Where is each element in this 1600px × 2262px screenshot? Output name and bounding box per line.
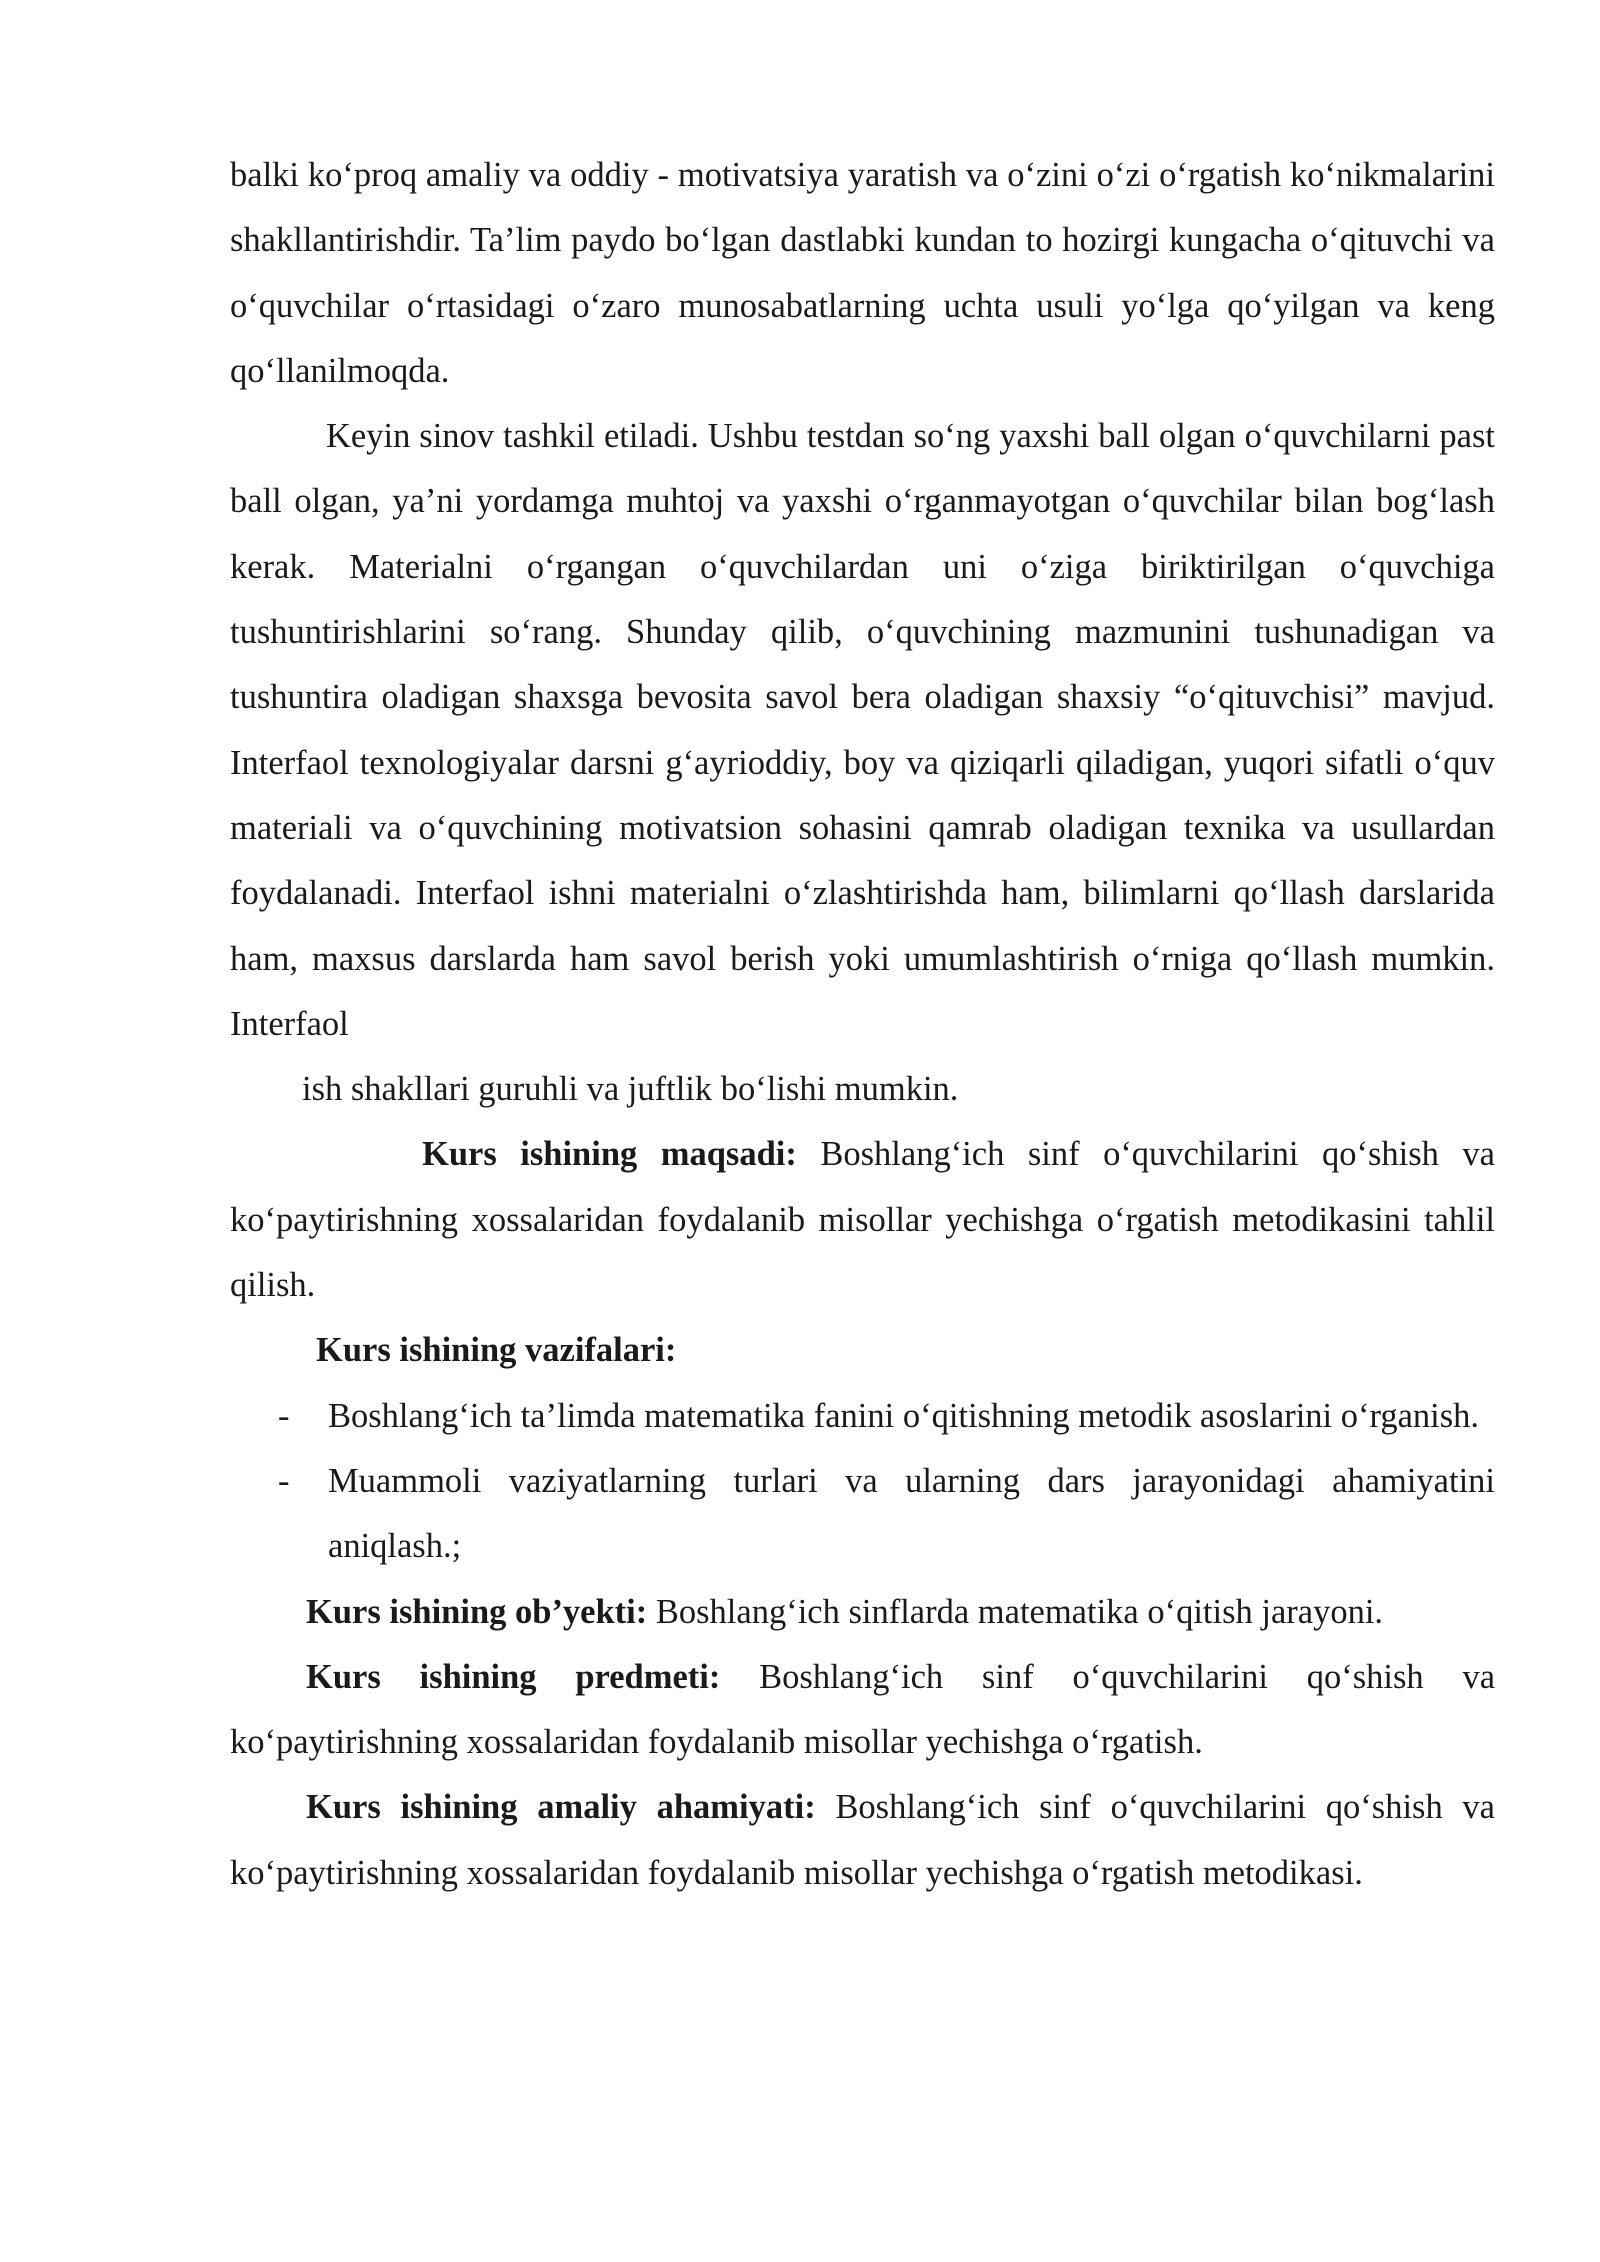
amaliy-text: Boshlang‘ich sinf o‘quvchilarini qo‘shish va ko‘paytirishning xossalaridan foydalanib misollar yechishga o‘rgatish metodikasi. [230, 1788, 1495, 1892]
bullet-dash: - [278, 1461, 290, 1500]
obyekt-label: Kurs ishining ob’yekti: [306, 1592, 648, 1631]
paragraph-keyin: Keyin sinov tashkil etiladi. Ushbu testdan so‘ng yaxshi ball olgan o‘quvchilarni past ball olgan, ya’ni yordamga muhtoj va yaxshi o‘rganmayotgan o‘quvchilar bilan bog‘lash kerak. Materialni o‘rgangan o‘quvchilardan uni o‘ziga biriktirilgan o‘quvchiga tushuntirishlarini so‘rang. Shunday qilib, o‘quvchining mazmunini tushunadigan va tushuntira oladigan shaxsga bevosita savol bera oladigan shaxsiy “o‘qituvchisi” mavjud. Interfaol texnologiyalar darsni g‘ayrioddiy, boy va qiziqarli qiladigan, yuqori sifatli o‘quv materiali va o‘quvchining motivatsion sohasini qamrab oladigan texnika va usullardan foydalanadi. Interfaol ishni materialni o‘zlashtirishda ham, bilimlarni qo‘llash darslarida ham, maxsus darslarda ham savol berish yoki umumlashtirish o‘rniga qo‘llash mumkin. Interfaol [230, 417, 1495, 1043]
list-item-text: Boshlang‘ich ta’limda matematika fanini o‘qitishning metodik asoslarini o‘rganish. [328, 1396, 1480, 1435]
document-page [230, 143, 1495, 1906]
predmet-label: Kurs ishining predmeti: [306, 1657, 721, 1696]
obyekt-text: Boshlang‘ich sinflarda matematika o‘qitish jarayoni. [647, 1592, 1384, 1631]
vazifalar-heading: Kurs ishining vazifalari: [316, 1331, 677, 1370]
vazifalar-list [230, 1384, 1495, 1580]
section-predmet [230, 1645, 1495, 1776]
bullet-dash: - [278, 1396, 290, 1435]
maqsad-label: Kurs ishining maqsadi: [422, 1135, 797, 1174]
list-item [230, 1384, 1495, 1449]
list-item-text: Muammoli vaziyatlarning turlari va ularning dars jarayonidagi ahamiyatini aniqlash.; [328, 1461, 1495, 1566]
maqsad-text: Boshlang‘ich sinf o‘quvchilarini qo‘shish va ko‘paytirishning xossalaridan foydalanib misollar yechishga o‘rgatish metodikasini tahlil qilish. [230, 1135, 1495, 1305]
section-obyekt [230, 1580, 1495, 1645]
section-maqsad [230, 1122, 1495, 1318]
section-amaliy [230, 1775, 1495, 1906]
amaliy-label: Kurs ishining amaliy ahamiyati: [306, 1788, 816, 1827]
list-item [230, 1449, 1495, 1580]
paragraph-intro: balki ko‘proq amaliy va oddiy - motivatsiya yaratish va o‘zini o‘zi o‘rgatish ko‘nikmalarini shakllantirishdir. Ta’lim paydo bo‘lgan dastlabki kundan to hozirgi kungacha o‘qituvchi va o‘quvchilar o‘rtasidagi o‘zaro munosabatlarning uchta usuli yo‘lga qo‘yilgan va keng qo‘llanilmoqda. [230, 156, 1495, 390]
paragraph-forms: ish shakllari guruhli va juftlik bo‘lishi mumkin. [302, 1070, 959, 1109]
predmet-text: Boshlang‘ich sinf o‘quvchilarini qo‘shish va ko‘paytirishning xossalaridan foydalanib misollar yechishga o‘rgatish. [230, 1657, 1496, 1762]
